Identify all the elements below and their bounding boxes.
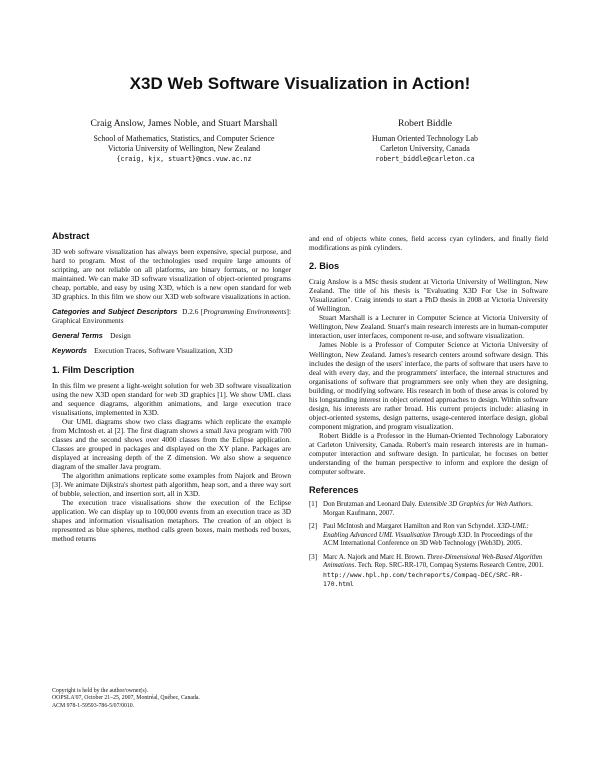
author-email: {craig, kjx, stuart}@mcs.vuw.ac.nz xyxy=(116,155,252,164)
author-name: Robert Biddle xyxy=(397,118,453,129)
bio-paragraph: Stuart Marshall is a Lecturer in Computer Science at Victoria University of Wellington, New Zealand. Stuart's main research interests are in human-computer interaction, user interfaces, component re-use, and software visualization. xyxy=(309,313,548,341)
footer-line: OOPSLA'07, October 21–25, 2007, Montréal, Québec, Canada. xyxy=(52,695,200,702)
footer-line: Copyright is held by the author/owner(s). xyxy=(52,688,148,694)
reference-title: Extensible 3D Graphics for Web Authors xyxy=(418,501,531,509)
abstract-heading: Abstract xyxy=(52,231,90,241)
author-names: Craig Anslow, James Noble, and Stuart Marshall xyxy=(90,118,278,129)
reference-item xyxy=(309,554,548,590)
bio-paragraph: James Noble is a Professor of Computer Science at Victoria University of Wellington, New Zealand. James's research centers around software design. This includes the design of the users' interface, the parts of software that users have to deal with every day, and the programmers' interface, the internal structures and organisations of software that programmers see only when they are designing, building, or modifying software. His research in both of these areas is colored by his longstanding interest in object oriented approaches to design. Within software design, his interests are rather broad. His current projects include: aliasing in object-oriented systems, design patterns, usage-centered interface design, global component migration, and program visualization. xyxy=(309,340,548,431)
reference-number: [2] xyxy=(309,523,318,531)
categories-code: D.2.6 [ xyxy=(182,307,204,317)
author-block-2 xyxy=(330,118,520,164)
general-terms-value: Design xyxy=(110,331,131,341)
abstract-text: 3D web software visualization has always been expensive, special purpose, and hard to program. Most of the technologies used require large amounts of scripting, are not reliable on all platforms, are binary formats, or no longer maintained. We can make 3D software visualization of object-oriented programs cheap, portable, and easy by using X3D, which is a new open standard for web 3D graphics. In this film we show our X3D web software visualizations in action. xyxy=(52,247,291,302)
bio-paragraph: Robert Biddle is a Professor in the Human-Oriented Technology Laboratory at Carleton University, Canada. Robert's main research interests are in human-computer interaction and software design. In particular, he focuses on better understanding of the human perspective to inform and explore the design of computer software. xyxy=(309,430,548,477)
reference-title: X3D-UML: Enabling Advanced UML Visualisation Through X3D xyxy=(323,523,529,539)
references-heading: References xyxy=(309,485,359,496)
section1-paragraph: In this film we present a light-weight solution for web 3D software visualization using the new X3D open standard for web 3D graphics [1]. We show UML class and sequence diagrams, algorithm animations, and large execution trace visualisations, implemented in X3D. xyxy=(52,380,291,417)
author-email: robert_biddle@carleton.ca xyxy=(375,155,475,164)
affiliation-line: Human Oriented Technology Lab xyxy=(371,133,478,143)
affiliation-line: Carleton University, Canada xyxy=(380,144,470,153)
general-terms-line xyxy=(52,331,291,340)
bio-paragraph: Craig Anslow is a MSc thesis student at Victoria University of Wellington, New Zealand. The title of his thesis is "Evaluating X3D For Use in Software Visualization". Craig intends to start a PhD thesis in 2008 at Victoria University of Wellington. xyxy=(309,277,548,314)
reference-list xyxy=(309,501,548,590)
reference-title: Three-Dimensional Web-Based Algorithm Animations xyxy=(323,553,543,570)
reference-item xyxy=(309,501,548,518)
reference-details: . Tech. Rep. SRC-RR-170, Compaq Systems Research Centre, 2001. xyxy=(354,562,544,570)
section1-paragraph: The algorithm animations replicate some examples from Najork and Brown [3]. We animate Dijkstra's shortest path algorithm, heap sort, and a three way sort of bubble, selection, and insertion sort, all in X3D. xyxy=(52,471,291,499)
reference-url-link[interactable]: http://www.hpl.hp.com/techreports/Compaq-DEC/SRC-RR-170.html xyxy=(323,570,524,589)
section1-paragraph: Our UML diagrams show two class diagrams which replicate the example from McIntosh et. al [2]. The first diagram shows a small Java program with 700 classes and the second shows over 4000 classes from the Eclipse application. Classes are grouped in packages and displayed on the XY plane. Packages are displayed at increasing depth of the Z dimension. We also show a sequence diagram of the smaller Java program. xyxy=(52,416,291,471)
keywords-label: Keywords xyxy=(52,346,87,356)
author-block-1 xyxy=(84,118,284,164)
keywords-line xyxy=(52,346,291,355)
reference-authors: Paul McIntosh and Margaret Hamilton and Ron van Schyndel. xyxy=(323,523,498,531)
paper-title: X3D Web Software Visualization in Action! xyxy=(129,74,471,93)
keywords-value: Execution Traces, Software Visualization, X3D xyxy=(94,346,233,356)
right-column xyxy=(309,234,548,595)
categories-label: Categories and Subject Descriptors xyxy=(52,307,178,317)
affiliation-line: School of Mathematics, Statistics, and Computer Science xyxy=(93,133,275,143)
reference-details: . Morgan Kaufmann, 2007. xyxy=(323,501,533,517)
reference-authors: Don Brutzman and Leonard Daly. xyxy=(323,501,419,509)
section1-continuation: and end of objects white cones, field access cyan cylinders, and finally field modifications as pink cylinders. xyxy=(309,234,548,253)
affiliation-line: Victoria University of Wellington, New Zealand xyxy=(107,144,261,153)
categories-italic: Programming Environments xyxy=(203,307,287,317)
general-terms-label: General Terms xyxy=(52,331,103,341)
section1-heading: 1. Film Description xyxy=(52,364,135,375)
reference-details: . In Proceedings of the ACM International Conference on 3D Web Technology (Web3D). 2005. xyxy=(323,531,533,548)
reference-number: [3] xyxy=(309,553,318,561)
section2-heading: 2. Bios xyxy=(309,261,340,272)
reference-authors: Marc A. Najork and Marc H. Brown. xyxy=(323,553,427,561)
categories-rest: ]: Graphical Environments xyxy=(52,307,291,326)
left-column xyxy=(52,232,291,543)
reference-number: [1] xyxy=(309,501,318,509)
copyright-footer xyxy=(52,688,302,710)
section1-paragraph: The execution trace visualisations show the execution of the Eclipse application. We can display up to 100,000 events from an execution trace as 3D shapes and information visualisation metaphors. The creation of an object is represented as blue spheres, method calls green boxes, main methods red boxes, method returns xyxy=(52,498,291,544)
categories-line xyxy=(52,307,291,325)
reference-item xyxy=(309,523,548,549)
footer-line: ACM 978-1-59593-786-5/07/0010. xyxy=(52,702,135,709)
